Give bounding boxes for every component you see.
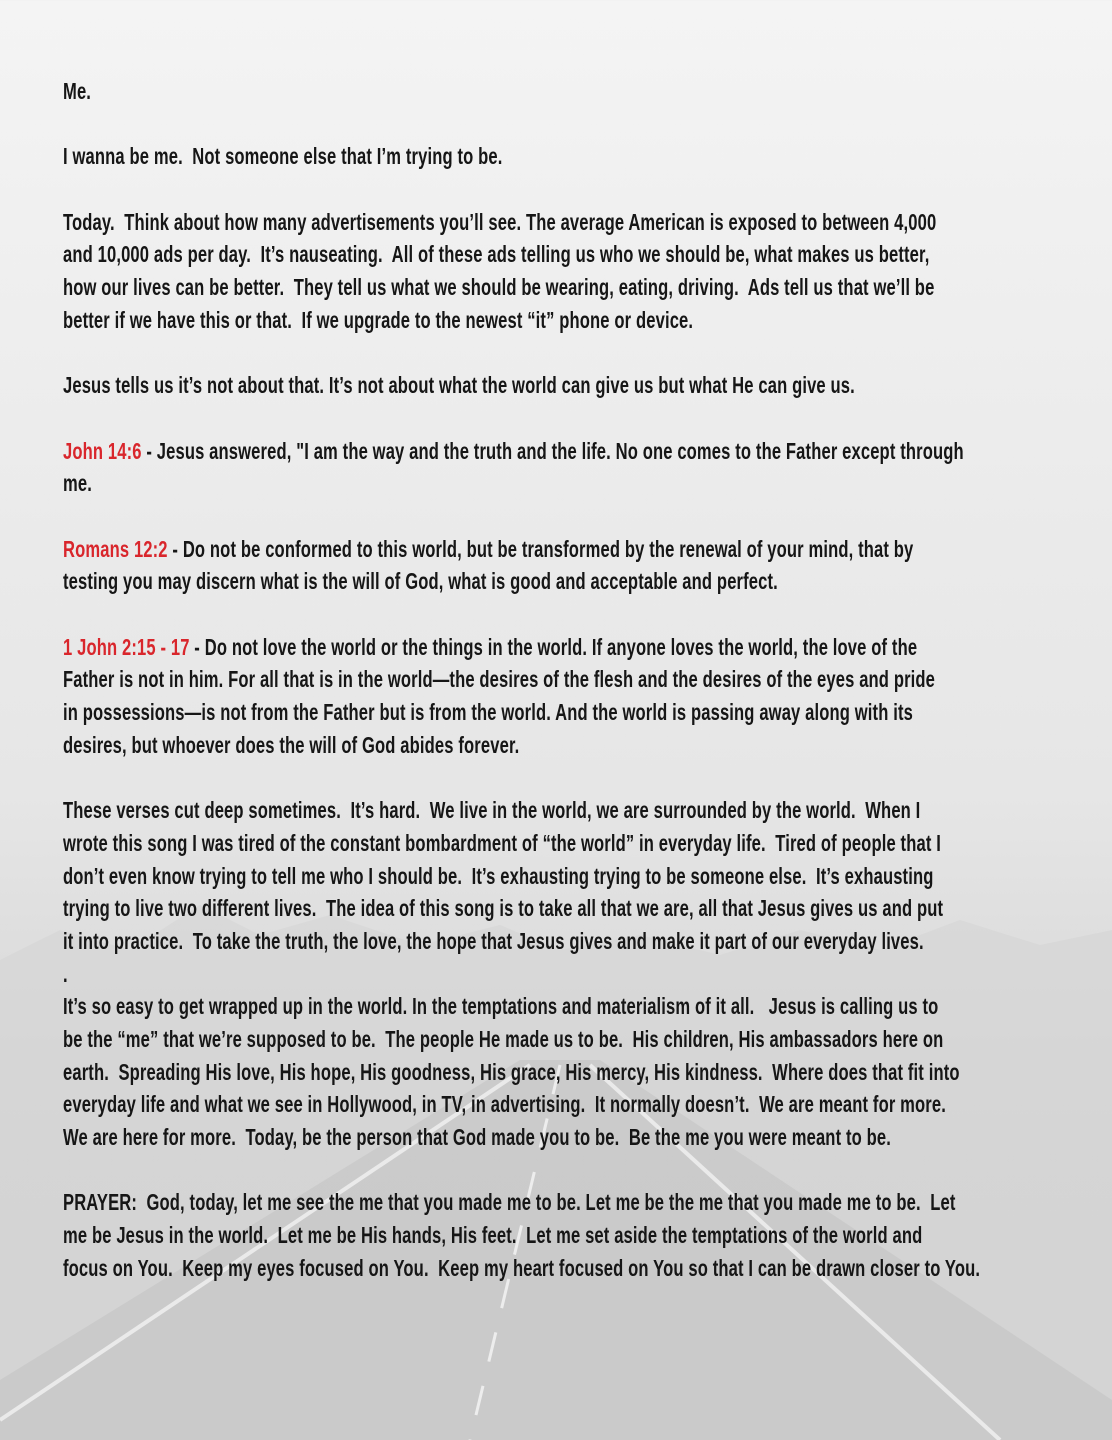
line-text: don’t even know trying to tell me who I should be. It’s exhausting trying to be someone else. It’s exhausting [63,862,934,889]
text-line [63,1219,980,1252]
paragraph-spacer [63,108,980,141]
text-line [63,631,980,664]
paragraph-spacer [63,1154,980,1187]
scripture-reference: 1 John 2:15 - 17 [63,633,190,660]
text-line [63,140,980,173]
text-line [63,925,980,958]
line-text: These verses cut deep sometimes. It’s hard. We live in the world, we are surrounded by the world. When I [63,797,921,824]
line-text: - Do not be conformed to this world, but be transformed by the renewal of your mind, that by [167,535,914,562]
text-line [63,467,980,500]
paragraph-spacer [63,500,980,533]
line-text: trying to live two different lives. The idea of this song is to take all that we are, all that Jesus gives us and put [63,895,944,922]
line-text: be the “me” that we’re supposed to be. The people He made us to be. His children, His ambassadors here on [63,1025,944,1052]
text-line [63,435,980,468]
line-text: better if we have this or that. If we upgrade to the newest “it” phone or device. [63,306,694,333]
line-text: I wanna be me. Not someone else that I’m trying to be. [63,143,503,170]
line-text: it into practice. To take the truth, the love, the hope that Jesus gives and make it part of our everyday lives. [63,927,924,954]
text-line [63,238,980,271]
line-text: focus on You. Keep my eyes focused on You. Keep my heart focused on You so that I can be drawn closer to You. [63,1254,981,1281]
line-text: - Jesus answered, "I am the way and the truth and the life. No one comes to the Father except through [141,437,964,464]
paragraph-spacer [63,598,980,631]
line-text: Jesus tells us it’s not about that. It’s not about what the world can give us but what He can give us. [63,372,855,399]
text-line [63,1121,980,1154]
text-line [63,1252,980,1285]
text-line [63,271,980,304]
line-text: wrote this song I was tired of the constant bombardment of “the world” in everyday life. Tired of people that I [63,829,941,856]
text-line [63,533,980,566]
text-line [63,304,980,337]
line-text: - Do not love the world or the things in the world. If anyone loves the world, the love of the [189,633,918,660]
paragraph-spacer [63,337,980,370]
line-text: testing you may discern what is the will of God, what is good and acceptable and perfect. [63,568,778,595]
text-line [63,565,980,598]
text-line [63,958,980,991]
text-line [63,696,980,729]
line-text: everyday life and what we see in Hollywood, in TV, in advertising. It normally doesn’t. We are meant for more. [63,1091,947,1118]
line-text: desires, but whoever does the will of God abides forever. [63,731,520,758]
paragraph-spacer [63,173,980,206]
text-line [63,729,980,762]
text-line [63,990,980,1023]
line-text: how our lives can be better. They tell us what we should be wearing, eating, driving. Ads tell us that we’ll be [63,274,935,301]
text-line [63,663,980,696]
text-line [63,1186,980,1219]
text-line [63,794,980,827]
line-text: It’s so easy to get wrapped up in the world. In the temptations and materialism of it all. Jesus is calling us to [63,993,939,1020]
text-line [63,892,980,925]
line-text: We are here for more. Today, be the person that God made you to be. Be the me you were meant to be. [63,1124,892,1150]
line-text: . [63,960,68,987]
text-line [63,1056,980,1089]
line-text: me. [63,470,92,497]
text-line [63,206,980,239]
line-text: Father is not in him. For all that is in the world—the desires of the flesh and the desires of the eyes and pride [63,666,936,693]
line-text: PRAYER: God, today, let me see the me that you made me to be. Let me be the me that you made me to be. Let [63,1189,956,1216]
paragraph-spacer [63,402,980,435]
paragraph-spacer [63,761,980,794]
text-line [63,369,980,402]
text-line [63,827,980,860]
text-line [63,1023,980,1056]
line-text: earth. Spreading His love, His hope, His goodness, His grace, His mercy, His kindness. Where does that fit into [63,1058,960,1085]
scripture-reference: John 14:6 [63,437,142,464]
text-line [63,1088,980,1121]
line-text: in possessions—is not from the Father but is from the world. And the world is passing away along with its [63,699,913,726]
text-line [63,75,980,108]
scripture-reference: Romans 12:2 [63,535,168,562]
line-text: Me. [63,78,92,104]
line-text: and 10,000 ads per day. It’s nauseating. All of these ads telling us who we should be, what makes us better, [63,241,930,268]
devotional-document [63,75,1112,1284]
line-text: Today. Think about how many advertisements you’ll see. The average American is exposed to between 4,000 [63,208,937,235]
line-text: me be Jesus in the world. Let me be His hands, His feet. Let me set aside the temptations of the world and [63,1222,923,1249]
text-line [63,860,980,893]
